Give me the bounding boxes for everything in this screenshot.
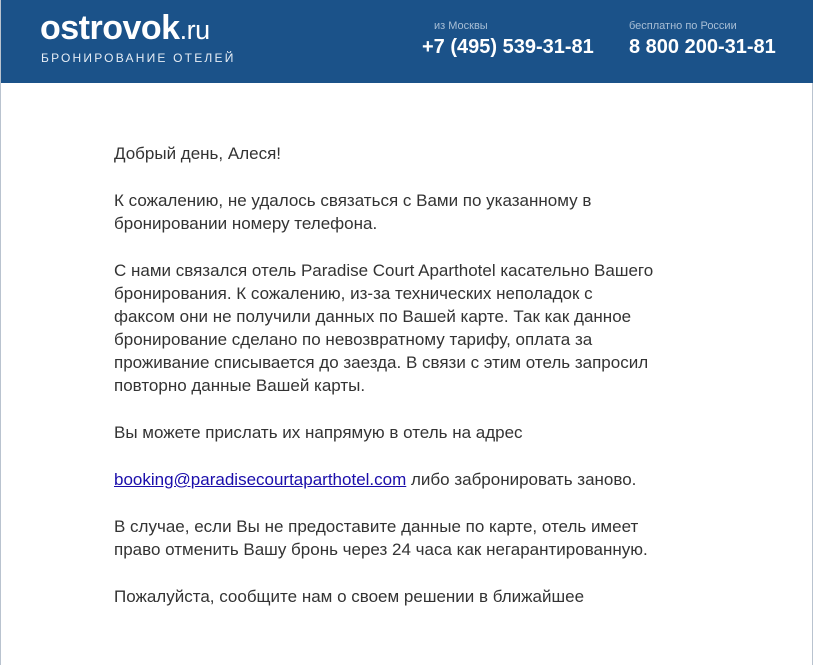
phone-caption-russia: бесплатно по России [629, 20, 737, 32]
logo-tld: .ru [179, 15, 210, 45]
email-body [114, 142, 654, 632]
paragraph-contact-failed: К сожалению, не удалось связаться с Вами по указанному в бронировании номеру телефона. [114, 191, 592, 233]
phone-russia [629, 20, 776, 59]
logo-name: ostrovok [40, 9, 180, 47]
logo-tagline: БРОНИРОВАНИЕ ОТЕЛЕЙ [41, 51, 236, 65]
paragraph-please-inform: Пожалуйста, сообщите нам о своем решении в ближайшее [114, 587, 585, 606]
greeting: Добрый день, Алеся! [114, 144, 281, 163]
ostrovok-logo[interactable] [40, 8, 210, 50]
phone-caption-moscow: из Москвы [434, 20, 488, 32]
paragraph-send-address: Вы можете прислать их напрямую в отель на адрес [114, 423, 523, 442]
phone-number-russia[interactable]: 8 800 200-31-81 [629, 36, 776, 58]
email-header [1, 0, 813, 83]
phone-moscow [422, 20, 594, 59]
paragraph-cancel-warning: В случае, если Вы не предоставите данные по карте, отель имеет право отменить Вашу бронь через 24 часа как негарантированную. [114, 517, 648, 559]
paragraph-hotel-request: С нами связался отель Paradise Court Aparthotel касательно Вашего бронирования. К сожалению, из-за технических неполадок с факсом они не получили данных по Вашей карте. Так как данное бронирование сделано по невозвратному тарифу, оплата за проживание списывается до заезда. В связи с этим отель запросил повторно данные Вашей карты. [114, 261, 654, 395]
paragraph-link-tail: либо забронировать заново. [406, 470, 637, 489]
phone-number-moscow[interactable]: +7 (495) 539-31-81 [422, 36, 594, 58]
hotel-email-link[interactable]: booking@paradisecourtaparthotel.com [114, 470, 407, 489]
paragraph-link [114, 468, 654, 491]
